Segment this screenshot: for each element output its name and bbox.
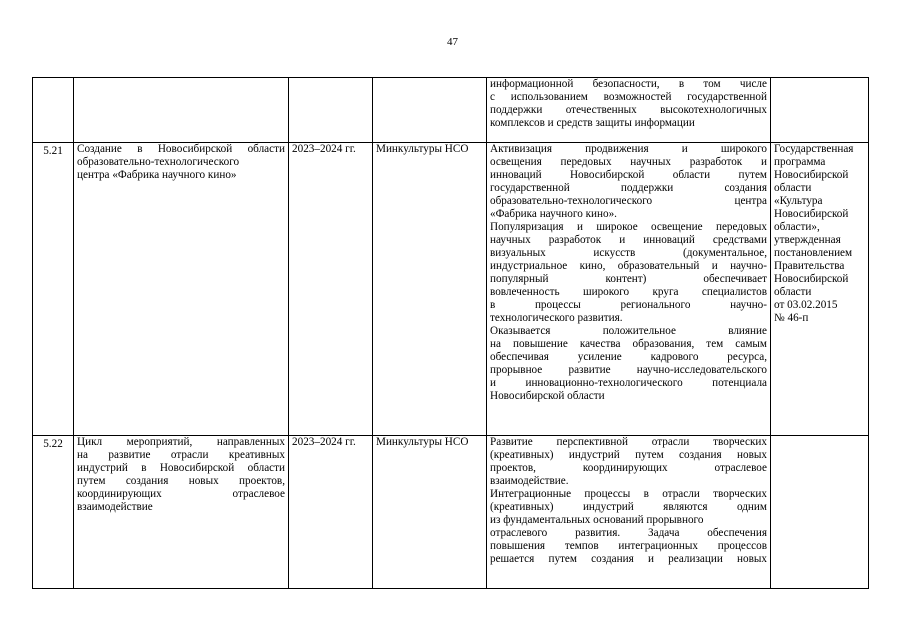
result-line: Новосибирской области (490, 390, 605, 402)
result-line: повышения темпов интеграционных процессов (490, 540, 767, 552)
result-line: Активизация продвижения и широкого (490, 143, 767, 155)
name-line: Цикл мероприятий, направленных (77, 436, 285, 448)
result-line: государственной поддержки создания (490, 182, 767, 194)
result-line: поддержки отечественных высокотехнологичных (490, 104, 767, 116)
result-line: обеспечивая усиление кадрового ресурса, (490, 351, 767, 363)
item-document (771, 436, 869, 589)
doc-line: Правительства (774, 260, 845, 272)
result-line: взаимодействие. (490, 475, 569, 487)
result-line: визуальных искусств (документальное, (490, 247, 767, 259)
result-line: образовательно-технологического центра (490, 195, 767, 207)
item-executor: Минкультуры НСО (373, 143, 487, 436)
item-result (487, 78, 771, 143)
result-line: информационной безопасности, в том числе (490, 78, 767, 90)
doc-line: Новосибирской (774, 169, 849, 181)
result-line: проектов, координирующих отраслевое (490, 462, 767, 474)
item-document (771, 78, 869, 143)
result-line: индустриальное кино, образовательный и научно- (490, 260, 767, 272)
doc-line: от 03.02.2015 (774, 299, 838, 311)
name-line: на развитие отрасли креативных (77, 449, 285, 461)
result-line: популярный контент) обеспечивает (490, 273, 767, 285)
name-line: взаимодействие (77, 501, 153, 513)
result-line: Развитие перспективной отрасли творческих (490, 436, 767, 448)
item-number (33, 78, 74, 143)
item-number: 5.22 (33, 436, 74, 589)
doc-line: утвержденная (774, 234, 841, 246)
item-name (74, 78, 289, 143)
doc-line: Государственная (774, 143, 854, 155)
table-row (33, 143, 869, 436)
table-row (33, 436, 869, 589)
doc-line: Новосибирской (774, 273, 849, 285)
item-name (74, 143, 289, 436)
doc-line: области (774, 286, 812, 298)
doc-line: программа (774, 156, 826, 168)
result-line: из фундаментальных оснований прорывного (490, 514, 704, 526)
result-line: (креативных) индустрий путем создания новых (490, 449, 767, 461)
page-number: 47 (447, 36, 458, 48)
name-line: координирующих отраслевое (77, 488, 285, 500)
item-executor (373, 78, 487, 143)
item-document (771, 143, 869, 436)
result-line: (креативных) индустрий являются одним (490, 501, 767, 513)
item-executor: Минкультуры НСО (373, 436, 487, 589)
result-line: комплексов и средств защиты информации (490, 117, 695, 129)
doc-line: № 46-п (774, 312, 809, 324)
result-line: освещения передовых научных разработок и (490, 156, 767, 168)
doc-line: области (774, 182, 812, 194)
name-line: центра «Фабрика научного кино» (77, 169, 237, 181)
result-line: прорывное развитие научно-исследовательского (490, 364, 767, 376)
doc-line: Новосибирской (774, 208, 849, 220)
item-result (487, 143, 771, 436)
item-period: 2023–2024 гг. (289, 436, 373, 589)
table-row (33, 78, 869, 143)
item-period: 2023–2024 гг. (289, 143, 373, 436)
name-line: образовательно-технологического (77, 156, 240, 168)
result-line: в процессы регионального научно- (490, 299, 767, 311)
item-result (487, 436, 771, 589)
name-line: путем создания новых проектов, (77, 475, 285, 487)
item-name (74, 436, 289, 589)
doc-line: области», (774, 221, 820, 233)
result-line: с использованием возможностей государственной (490, 91, 767, 103)
result-line: «Фабрика научного кино». (490, 208, 617, 220)
plan-table (32, 77, 869, 589)
result-line: технологического развития. (490, 312, 623, 324)
result-line: на повышение качества образования, тем самым (490, 338, 767, 350)
name-line: Создание в Новосибирской области (77, 143, 285, 155)
item-period (289, 78, 373, 143)
result-line: отраслевого развития. Задача обеспечения (490, 527, 767, 539)
result-line: вовлеченность широкого круга специалистов (490, 286, 767, 298)
result-line: Оказывается положительное влияние (490, 325, 767, 337)
result-line: Популяризация и широкое освещение передовых (490, 221, 767, 233)
result-line: инноваций Новосибирской области путем (490, 169, 767, 181)
result-line: решается путем создания и реализации новых (490, 553, 767, 565)
doc-line: постановлением (774, 247, 853, 259)
result-line: научных разработок и инноваций средствами (490, 234, 767, 246)
table-body (33, 78, 869, 589)
item-number: 5.21 (33, 143, 74, 436)
result-line: Интеграционные процессы в отрасли творческих (490, 488, 767, 500)
name-line: индустрий в Новосибирской области (77, 462, 285, 474)
result-line: и инновационно-технологического потенциала (490, 377, 767, 389)
doc-line: «Культура (774, 195, 823, 207)
